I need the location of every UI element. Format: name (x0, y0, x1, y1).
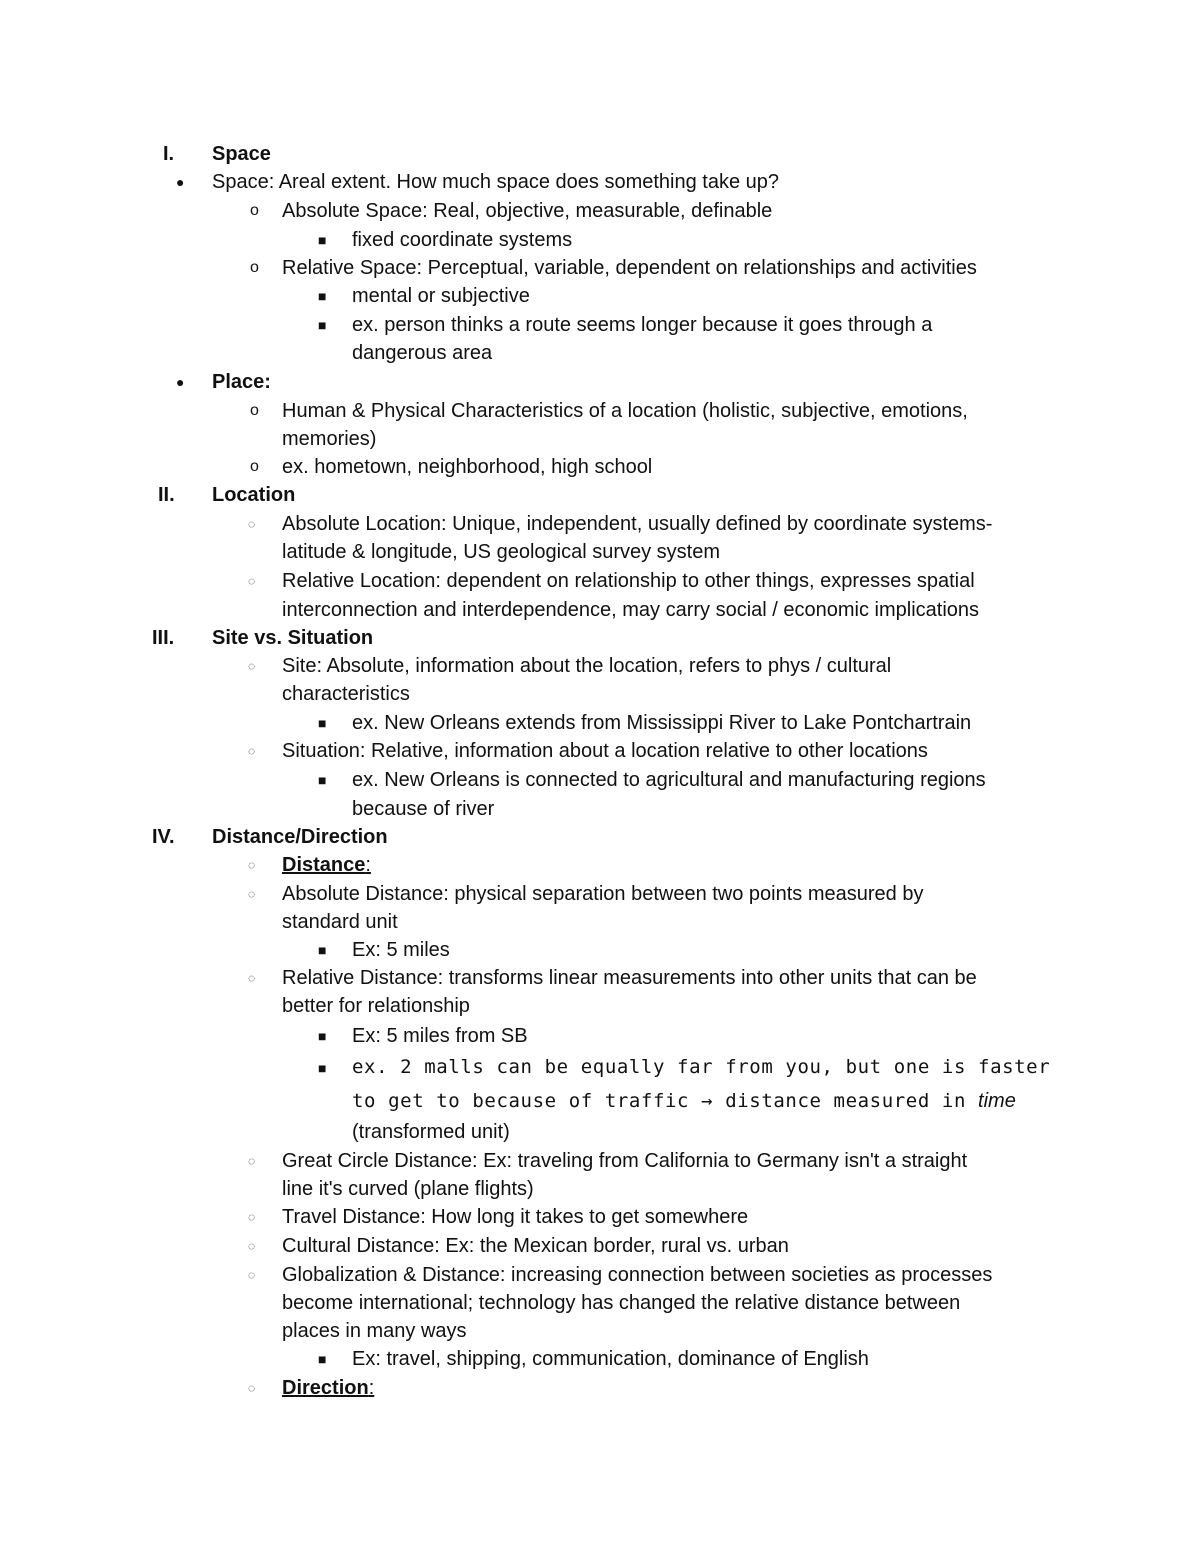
site-definition-line-1: Site: Absolute, information about the location, refers to phys / cultural (282, 655, 892, 677)
place-characteristics-line-1: Human & Physical Characteristics of a location (holistic, subjective, emotions, (282, 400, 968, 422)
dotted-circle-marker: ◌ (248, 1239, 256, 1253)
place-characteristics-line-2: memories) (282, 428, 377, 450)
dotted-circle-marker: ◌ (248, 574, 256, 588)
space-definition: Space: Areal extent. How much space does something take up? (212, 171, 780, 193)
dotted-circle-marker: ◌ (248, 887, 256, 901)
dotted-circle-marker: ◌ (248, 858, 256, 872)
dotted-circle-marker: ◌ (248, 971, 256, 985)
square-marker: ■ (318, 772, 327, 788)
relative-space-item: Relative Space: Perceptual, variable, dependent on relationships and activities (282, 257, 977, 279)
dotted-circle-marker: ◌ (248, 659, 256, 673)
section-title-space: Space (212, 143, 271, 165)
circle-marker: o (250, 259, 259, 276)
square-marker: ■ (318, 1351, 327, 1367)
five-miles-example: Ex: 5 miles (352, 939, 450, 961)
fixed-coordinate-item: fixed coordinate systems (352, 229, 573, 251)
relative-distance-line-2: better for relationship (282, 995, 470, 1017)
globalization-line-3: places in many ways (282, 1320, 467, 1342)
travel-distance-item: Travel Distance: How long it takes to get somewhere (282, 1206, 749, 1228)
circle-marker: o (250, 202, 259, 219)
great-circle-line-1: Great Circle Distance: Ex: traveling from California to Germany isn't a straight (282, 1150, 968, 1172)
square-marker: ■ (318, 715, 327, 731)
dotted-circle-marker: ◌ (248, 1381, 256, 1395)
section-title-site-situation: Site vs. Situation (212, 627, 374, 649)
distance-colon: : (365, 854, 371, 876)
square-marker: ■ (318, 317, 327, 333)
malls-example-line-2 (352, 1084, 1016, 1118)
direction-subheading (282, 1374, 374, 1402)
dotted-circle-marker: ◌ (248, 1268, 256, 1282)
circle-marker: o (250, 458, 259, 475)
square-marker: ■ (318, 942, 327, 958)
dotted-circle-marker: ◌ (248, 517, 256, 531)
distance-label: Distance (282, 854, 366, 876)
absolute-distance-line-1: Absolute Distance: physical separation between two points measured by (282, 883, 924, 905)
route-example-line-2: dangerous area (352, 342, 493, 364)
sb-example: Ex: 5 miles from SB (352, 1025, 528, 1047)
square-marker: ■ (318, 288, 327, 304)
circle-marker: o (250, 402, 259, 419)
direction-label: Direction (282, 1377, 369, 1399)
bullet-marker: ● (176, 174, 185, 190)
section-numeral-2: II. (158, 484, 175, 506)
section-numeral-3: III. (152, 627, 175, 649)
place-heading: Place: (212, 371, 271, 393)
site-example-item: ex. New Orleans extends from Mississippi River to Lake Pontchartrain (352, 712, 972, 734)
site-definition-line-2: characteristics (282, 683, 410, 705)
globalization-example: Ex: travel, shipping, communication, dominance of English (352, 1348, 869, 1370)
relative-distance-line-1: Relative Distance: transforms linear measurements into other units that can be (282, 967, 977, 989)
absolute-location-line-2: latitude & longitude, US geological survey system (282, 541, 721, 563)
distance-subheading (282, 851, 371, 879)
malls-example-line-3: (transformed unit) (352, 1121, 510, 1143)
relative-location-line-1: Relative Location: dependent on relationship to other things, expresses spatial (282, 570, 975, 592)
dotted-circle-marker: ◌ (248, 744, 256, 758)
situation-example-line-1: ex. New Orleans is connected to agricultural and manufacturing regions (352, 769, 986, 791)
route-example-line-1: ex. person thinks a route seems longer because it goes through a (352, 314, 933, 336)
square-marker: ■ (318, 232, 327, 248)
direction-colon: : (368, 1377, 375, 1399)
place-example-item: ex. hometown, neighborhood, high school (282, 456, 653, 478)
malls-example-text: to get to because of traffic → distance measured in (352, 1090, 979, 1112)
absolute-distance-line-2: standard unit (282, 911, 398, 933)
absolute-location-line-1: Absolute Location: Unique, independent, usually defined by coordinate systems- (282, 513, 993, 535)
square-marker: ■ (318, 1060, 327, 1076)
great-circle-line-2: line it's curved (plane flights) (282, 1178, 534, 1200)
malls-example-time: time (978, 1090, 1016, 1112)
dotted-circle-marker: ◌ (248, 1210, 256, 1224)
globalization-line-1: Globalization & Distance: increasing connection between societies as processes (282, 1264, 993, 1286)
dotted-circle-marker: ◌ (248, 1154, 256, 1168)
malls-example-line-1: ex. 2 malls can be equally far from you, but one is faster (352, 1056, 1051, 1078)
absolute-space-item: Absolute Space: Real, objective, measurable, definable (282, 200, 773, 222)
cultural-distance-item: Cultural Distance: Ex: the Mexican border, rural vs. urban (282, 1235, 789, 1257)
section-title-location: Location (212, 484, 296, 506)
mental-subjective-item: mental or subjective (352, 285, 530, 307)
relative-location-line-2: interconnection and interdependence, may carry social / economic implications (282, 599, 980, 621)
section-numeral-4: IV. (152, 826, 175, 848)
situation-example-line-2: because of river (352, 798, 495, 820)
section-numeral-1: I. (163, 143, 175, 165)
situation-definition: Situation: Relative, information about a location relative to other locations (282, 740, 928, 762)
globalization-line-2: become international; technology has changed the relative distance between (282, 1292, 961, 1314)
square-marker: ■ (318, 1028, 327, 1044)
bullet-marker: ● (176, 374, 185, 390)
section-title-distance-direction: Distance/Direction (212, 826, 388, 848)
